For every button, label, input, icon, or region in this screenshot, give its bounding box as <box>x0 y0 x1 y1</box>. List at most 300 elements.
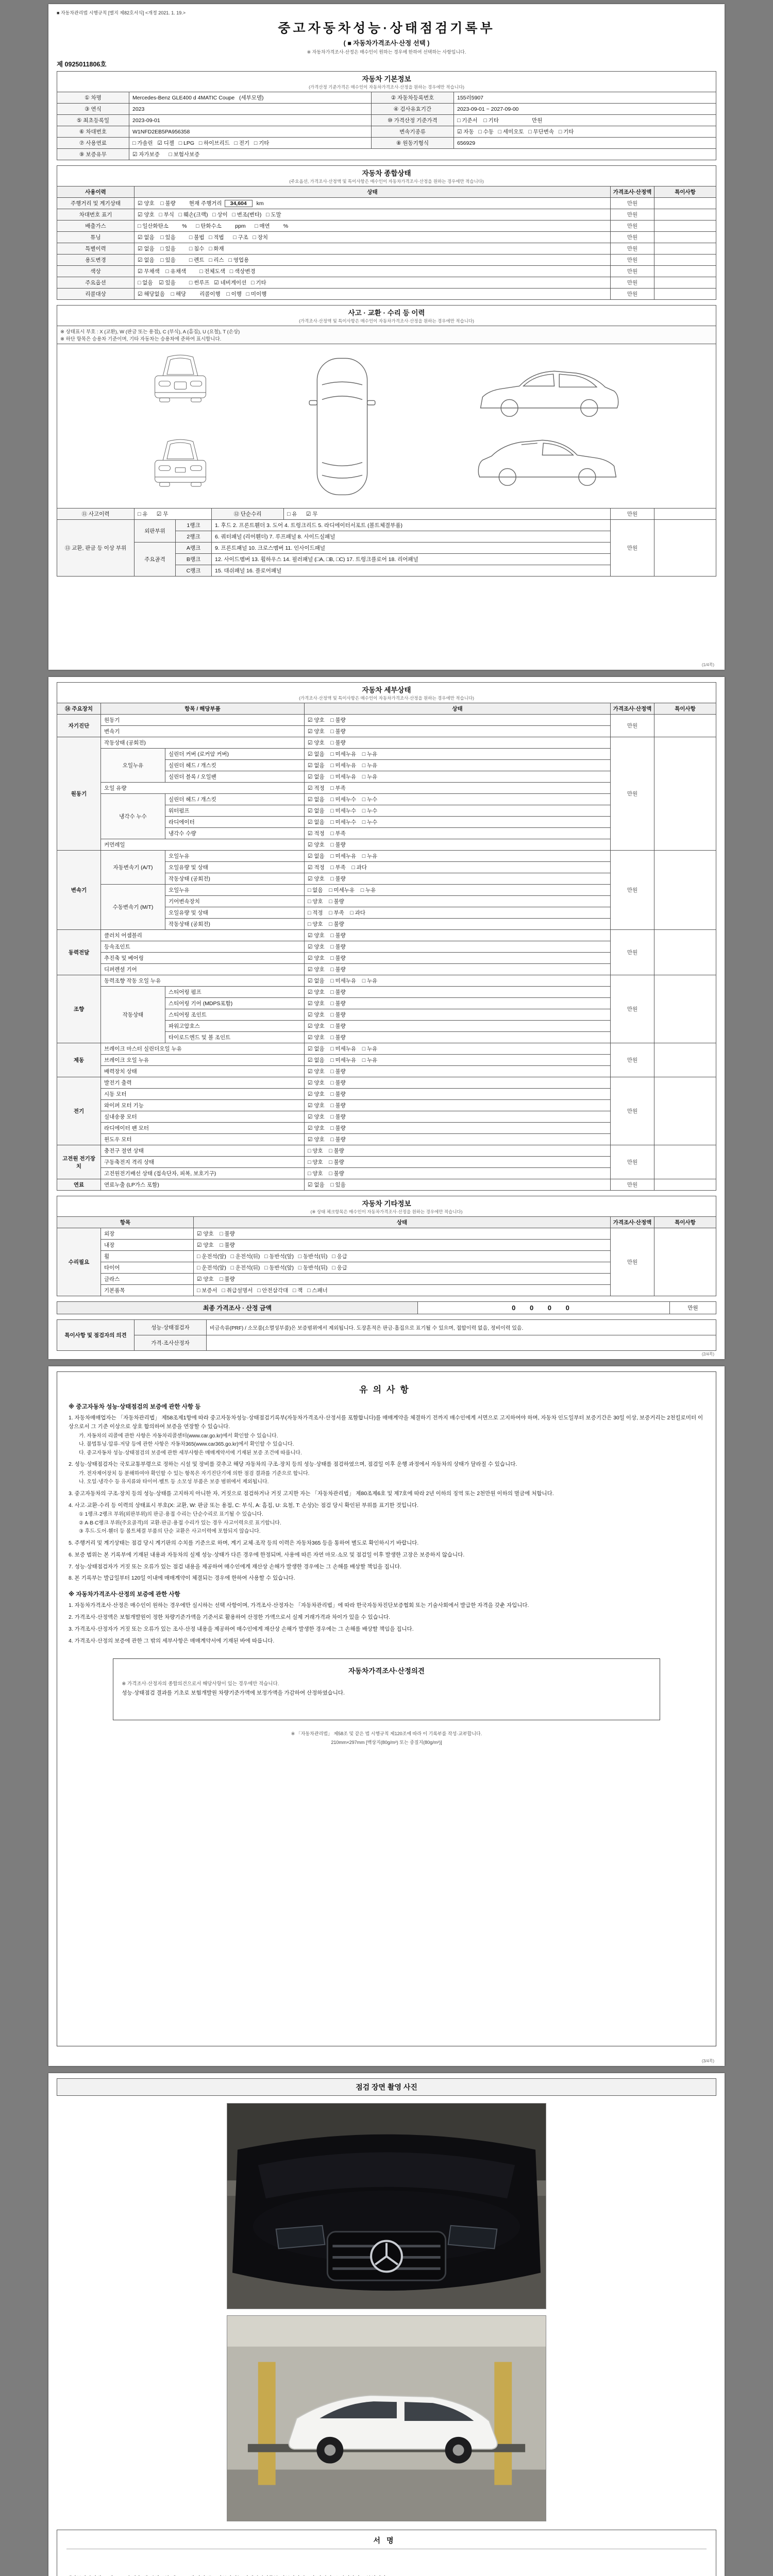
basic-field-value: 656929 <box>454 138 716 149</box>
overall-item-label: 리콜대상 <box>57 289 135 300</box>
final-amount-value: 0 0 0 0 <box>418 1302 670 1314</box>
accident-header <box>57 306 716 326</box>
legend-line-2: ※ 하단 항목은 승용차 기준이며, 기타 자동차는 승용차에 준하여 표시합니다. <box>60 336 222 342</box>
state-checkbox-group: □ 없음 □ 미세누유 □ 누유 <box>305 885 611 896</box>
overall-state-table <box>57 165 716 300</box>
device-group-label: 동력전달 <box>57 930 101 975</box>
final-amount-label: 최종 가격조사 · 산정 금액 <box>57 1302 418 1314</box>
note-cell <box>654 1145 716 1179</box>
overall-state-checkboxes <box>135 198 611 209</box>
item-label: 워터펌프 <box>165 805 305 817</box>
item-label: 파워고압호스 <box>165 1021 305 1032</box>
car-diagram-rear <box>150 428 211 509</box>
note-cell <box>654 1228 716 1296</box>
inspector-label: 성능·상태점검자 <box>135 1320 207 1335</box>
etc-header <box>57 1196 716 1217</box>
accident-history-label: ⑪ 사고이력 <box>57 509 135 520</box>
item-label: 작동상태 (공회전) <box>165 919 305 930</box>
item-label: 원동기 <box>101 715 305 726</box>
state-checkbox-group: ☑ 없음 □ 미세누수 □ 누수 <box>305 805 611 817</box>
col-major-device: ⑭ 주요장치 <box>57 703 101 715</box>
panel-photos-signature <box>48 2073 725 2576</box>
panel-detail-state <box>48 677 725 1359</box>
basic-field-label: ④ 검사유효기간 <box>372 104 454 115</box>
basic-field-label: ⑨ 보증유무 <box>57 149 129 160</box>
overall-state-checkboxes <box>135 243 611 255</box>
overall-item-label: 특별이력 <box>57 243 135 255</box>
price-unit: 만원 <box>611 1077 654 1145</box>
inspection-photo-lift <box>227 2315 546 2521</box>
note-cell <box>654 266 716 277</box>
state-checkbox-group: ☑ 양호 □ 불량 <box>305 987 611 998</box>
item-label: 오일누유 <box>165 851 305 862</box>
overall-item-label: 배출가스 <box>57 221 135 232</box>
item-label: 실내송풍 모터 <box>101 1111 305 1123</box>
item-label: 시동 모터 <box>101 1089 305 1100</box>
item-label: 브레이크 오일 누유 <box>101 1055 305 1066</box>
inspection-photo-front <box>227 2103 546 2309</box>
diagram-column-front-rear <box>150 344 211 509</box>
note-cell <box>654 1077 716 1145</box>
state-checkbox-extra: 리콜이행 □ 이행 □ 미이행 <box>199 291 267 297</box>
item-label: 윈도우 모터 <box>101 1134 305 1145</box>
photo-front-graphic <box>227 2104 546 2309</box>
notices-box <box>57 1371 716 2046</box>
basic-field-value: ☑ 자가보증 □ 보험사보증 <box>129 149 716 160</box>
basic-field-label: ① 차명 <box>57 92 129 104</box>
notice-item: 6. 보증 범위는 본 기록부에 기재된 내용과 자동차의 실제 성능·상태가 다른 경우에 한정되며, 사용에 따른 자연 마모·소모 및 점검일 이후 발생한 고장은 보증하지 않습니다. <box>69 1551 465 1558</box>
state-checkbox-group: ☑ 양호 □ 불량 <box>194 1240 611 1251</box>
item-label: 오일 유량 <box>101 783 305 794</box>
exchange-panel-label: ⑬ 교환, 판금 등 이상 부위 <box>57 520 135 577</box>
item-label: 작동상태 (공회전) <box>165 873 305 885</box>
item-label: 라디에이터 <box>165 817 305 828</box>
state-checkbox-group: ☑ 양호 □ 불량 <box>305 1100 611 1111</box>
legend-line-1: ※ 상태표시 부호 : X (교환), W (판금 또는 용접), C (부식), A (흠집), U (요철), T (손상) <box>60 329 240 335</box>
price-unit: 만원 <box>610 289 654 300</box>
item-label: 변속기 <box>101 726 305 737</box>
device-group-label: 연료 <box>57 1179 101 1191</box>
price-unit: 만원 <box>610 266 654 277</box>
state-checkbox-group: □ 양호 □ 불량 <box>305 896 611 907</box>
overall-item-label: 주행거리 및 계기상태 <box>57 198 135 209</box>
state-checkbox-group: □ 적정 □ 부족 □ 과다 <box>305 907 611 919</box>
notices-footer <box>69 1730 704 1746</box>
price-unit: 만원 <box>611 930 654 975</box>
notice-subitem: 가. 전자제어장치 등 분해하여야 확인할 수 있는 항목은 자기진단기에 의한 점검 결과를 기준으로 합니다. <box>79 1470 310 1477</box>
basic-field-label: ⑤ 최초등록일 <box>57 115 129 126</box>
item-label: 충전구 절연 상태 <box>101 1145 305 1157</box>
state-checkbox-group: □ 없음 ☑ 있음 <box>138 280 176 286</box>
panel-basic-info <box>48 4 725 670</box>
part-label: 작동상태 <box>101 987 165 1043</box>
item-label: 발전기 출력 <box>101 1077 305 1089</box>
note-cell <box>654 255 716 266</box>
etc-item-label: 휠 <box>101 1251 194 1262</box>
col-remarks: 특이사항 <box>654 187 716 198</box>
simple-repair-state: □ 유 ☑ 무 <box>284 509 611 520</box>
page-marker: (1/4쪽) <box>701 663 714 667</box>
price-unit: 만원 <box>610 232 654 243</box>
item-label: 배력장치 상태 <box>101 1066 305 1077</box>
frame-panel-label: 주요골격 <box>135 543 176 577</box>
basic-field-label: ⑧ 원동기형식 <box>372 138 454 149</box>
state-checkbox-group: ☑ 없음 □ 미세누유 □ 누유 <box>305 975 611 987</box>
panel-notices <box>48 1366 725 2066</box>
notice-subitem: 가. 자동차의 리콜에 관한 사항은 자동차리콜센터(www.car.go.kr)에서 확인할 수 있습니다. <box>79 1433 278 1439</box>
device-group-label: 고전원 전기장치 <box>57 1145 101 1179</box>
part-label: 오일누유 <box>101 749 165 783</box>
etc-item-label: 내장 <box>101 1240 194 1251</box>
price-unit: 만원 <box>611 851 654 930</box>
notices-title: 유의사항 <box>359 1385 414 1395</box>
notices-footer-line-1: ※ 「자동차관리법」 제58조 및 같은 법 시행규칙 제120조에 따라 이 기록부를 작성·교부합니다. <box>291 1731 482 1737</box>
item-label: 오일누유 <box>165 885 305 896</box>
rank-items: 6. 쿼터패널 (리어휀더) 7. 루프패널 8. 사이드실패널 <box>212 531 611 543</box>
accident-history-table <box>57 305 716 577</box>
state-checkbox-group: ☑ 없음 □ 있음 <box>305 1179 611 1191</box>
state-checkbox-group: ☑ 없음 □ 있음 <box>138 246 176 252</box>
state-checkbox-group: ☑ 없음 □ 미세누수 □ 누수 <box>305 817 611 828</box>
document-subnote: ※ 자동차가격조사·산정은 매수인이 원하는 경우에 한하여 선택하는 사항입니다. <box>307 49 466 55</box>
state-checkbox-group: ☑ 무채색 □ 유채색 <box>138 268 187 275</box>
price-unit: 만원 <box>610 509 654 520</box>
document-title: 중고자동차성능·상태점검기록부 <box>278 21 495 36</box>
item-label: 라디에이터 팬 모터 <box>101 1123 305 1134</box>
state-checkbox-group: ☑ 양호 □ 불량 <box>305 1123 611 1134</box>
basic-info-title: 자동차 기본정보 <box>362 75 411 83</box>
item-label: 와이퍼 모터 기능 <box>101 1100 305 1111</box>
rank-items: 1. 후드 2. 프론트휀더 3. 도어 4. 트렁크리드 5. 라디에이터서포트 (볼트체결부품) <box>212 520 611 531</box>
opinion-row-label: 특이사항 및 점검자의 의견 <box>57 1320 135 1351</box>
col-price: 가격조사·산정액 <box>610 187 654 198</box>
notice-subitem: ③ 후드·도어·휀더 등 볼트체결 부품의 단순 교환은 사고이력에 포함되지 않습니다. <box>79 1529 261 1535</box>
rank-label: 2랭크 <box>176 531 212 543</box>
notice-subitem: ② A·B·C랭크 부위(주요골격)의 교환·판금·용접 수리가 있는 경우 사고이력으로 표기합니다. <box>79 1520 281 1526</box>
overall-state-checkboxes <box>135 266 611 277</box>
device-group-label: 원동기 <box>57 737 101 851</box>
overall-state-checkboxes <box>135 289 611 300</box>
price-appraisal-opinion-box <box>113 1658 660 1720</box>
item-label: 클러치 어셈블리 <box>101 930 305 941</box>
etc-item-label: 외장 <box>101 1228 194 1240</box>
state-checkbox-group: ☑ 양호 □ 불량 <box>305 1021 611 1032</box>
state-checkbox-group: □ 양호 □ 불량 <box>305 1168 611 1179</box>
notice-subitem: 다. 중고자동차 성능·상태점검의 보증에 관한 세부사항은 매매계약서에 기재된 보증 조건에 따릅니다. <box>79 1450 302 1456</box>
state-checkbox-group: □ 보증서 □ 취급설명서 □ 안전삼각대 □ 잭 □ 스패너 <box>194 1285 611 1296</box>
part-label: 수동변속기 (M/T) <box>101 885 165 930</box>
item-label: 등속조인트 <box>101 941 305 953</box>
signature-section <box>57 2530 716 2576</box>
overall-header <box>57 166 716 187</box>
item-label: 실린더 헤드 / 개스킷 <box>165 794 305 805</box>
state-checkbox-group: ☑ 양호 □ 불량 <box>305 839 611 851</box>
accident-note: (가격조사·산정액 및 특이사항은 매수인이 자동차가격조사·산정을 원하는 경우에만 적습니다) <box>299 318 474 324</box>
rank-label: B랭크 <box>176 554 212 565</box>
state-checkbox-group: ☑ 없음 □ 미세누유 □ 누유 <box>305 771 611 783</box>
device-group-label: 변속기 <box>57 851 101 930</box>
state-checkbox-group: ☑ 양호 □ 불량 <box>305 715 611 726</box>
etc-item-label: 글라스 <box>101 1274 194 1285</box>
state-checkbox-extra: □ 썬루프 ☑ 네비게이션 □ 기타 <box>189 280 266 286</box>
note-cell <box>654 209 716 221</box>
basic-field-label: ⑥ 차대번호 <box>57 126 129 138</box>
note-cell <box>654 975 716 1043</box>
basic-info-note: (가격산정 기준가격은 매수인이 자동차가격조사·산정을 원하는 경우에만 적습니다) <box>309 84 464 90</box>
price-unit: 만원 <box>611 1145 654 1179</box>
price-unit: 만원 <box>610 277 654 289</box>
note-cell <box>654 1043 716 1077</box>
state-checkbox-group: ☑ 해당없음 □ 해당 <box>138 291 187 297</box>
detail-header <box>57 683 716 703</box>
appraisal-opinion-body: 성능·상태점검 결과를 기초로 보험개발원 차량기준가액에 보정가액을 가감하여 산정하였습니다. <box>122 1690 345 1697</box>
item-label: 냉각수 수량 <box>165 828 305 839</box>
overall-note: (주요옵션, 가격조사·산정액 및 특이사항은 매수인이 자동차가격조사·산정을 원하는 경우에만 적습니다) <box>289 179 484 184</box>
notice-item: 8. 본 기록부는 발급일부터 120일 이내에 매매계약이 체결되는 경우에 한하여 사용할 수 있습니다. <box>69 1575 295 1582</box>
state-checkbox-group: ☑ 없음 □ 미세누유 □ 누유 <box>305 851 611 862</box>
regulation-line: ■ 자동차관리법 시행규칙 [별지 제82호서식] <개정 2021. 1. 19.> <box>57 10 186 15</box>
state-checkbox-group: ☑ 없음 □ 미세누유 □ 누유 <box>305 760 611 771</box>
state-checkbox-group: ☑ 적정 □ 부족 <box>305 828 611 839</box>
state-code-legend <box>57 326 716 344</box>
etc-item-label: 타이어 <box>101 1262 194 1274</box>
note-cell <box>654 851 716 930</box>
note-cell <box>654 289 716 300</box>
basic-field-value: □ 가솔린 ☑ 디젤 □ LPG □ 하이브리드 □ 전기 □ 기타 <box>129 138 372 149</box>
state-checkbox-group: □ 일산화탄소 % □ 탄화수소 ppm □ 매연 % <box>138 223 289 229</box>
rank-items: 9. 프론트패널 10. 크로스멤버 11. 인사이드패널 <box>212 543 611 554</box>
final-amount-table <box>57 1301 716 1314</box>
basic-field-label: 변속기종류 <box>372 126 454 138</box>
price-unit: 만원 <box>611 975 654 1043</box>
rank-items: 12. 사이드멤버 13. 휠하우스 14. 필러패널 (□A, □B, □C) 17. 트렁크플로어 18. 리어패널 <box>212 554 611 565</box>
notice-item: 5. 주행거리 및 계기상태는 점검 당시 계기판의 수치를 기준으로 하며, 계기 교체·조작 등의 이력은 자동차365 등을 통하여 별도로 확인하시기 바랍니다. <box>69 1539 419 1546</box>
basic-field-label: ⑦ 사용연료 <box>57 138 129 149</box>
item-label: 동력조향 작동 오일 누유 <box>101 975 305 987</box>
device-group-label: 조향 <box>57 975 101 1043</box>
state-checkbox-group: ☑ 양호 □ 불량 <box>305 726 611 737</box>
basic-field-label: ② 자동차등록번호 <box>372 92 454 104</box>
appraisal-opinion-pre: ※ 가격조사·산정자의 종합의견으로서 해당사항이 있는 경우에만 적습니다. <box>122 1681 279 1687</box>
final-amount-unit: 만원 <box>670 1302 716 1314</box>
item-label: 구동축전지 격리 상태 <box>101 1157 305 1168</box>
rank-label: A랭크 <box>176 543 212 554</box>
price-unit: 만원 <box>611 737 654 851</box>
notice-subitem: 나. 오일·냉각수 등 유지류와 타이어·벨트 등 소모성 부품은 보증 범위에서 제외됩니다. <box>79 1479 269 1485</box>
item-label: 브레이크 마스터 실린더오일 누유 <box>101 1043 305 1055</box>
rank-label: C랭크 <box>176 565 212 577</box>
inspector-opinion-text: 비금속류(PRF) / 소모품(소멸성부품)은 보증범위에서 제외됩니다. 도장흔적은 판금·흠집으로 표기될 수 있으며, 접합이력 없음, 정비이력 있음. <box>207 1320 716 1335</box>
etc-group-label: 수리필요 <box>57 1228 101 1296</box>
basic-info-header <box>57 72 716 92</box>
price-unit: 만원 <box>610 198 654 209</box>
overall-item-label: 튜닝 <box>57 232 135 243</box>
col-state: 상태 <box>305 703 611 715</box>
device-group-label: 자기진단 <box>57 715 101 737</box>
col-item: 항목 <box>57 1217 194 1228</box>
item-label: 스티어링 조인트 <box>165 1009 305 1021</box>
price-unit: 만원 <box>610 221 654 232</box>
basic-info-table <box>57 71 716 160</box>
state-checkbox-group: □ 양호 □ 불량 <box>305 1145 611 1157</box>
state-checkbox-group: ☑ 양호 □ 불량 <box>305 998 611 1009</box>
detail-state-table <box>57 682 716 1191</box>
state-checkbox-group: ☑ 양호 □ 부식 □ 훼손(크랙) □ 상이 □ 변조(변타) □ 도말 <box>138 212 281 218</box>
etc-note: (※ 상태 체크항목은 매수인이 자동차가격조사·산정을 원하는 경우에만 적습니다) <box>310 1209 463 1214</box>
mileage-label: 현재 주행거리 <box>189 200 222 207</box>
item-label: 작동상태 (공회전) <box>101 737 305 749</box>
state-checkbox-group: ☑ 없음 □ 있음 <box>138 234 176 241</box>
etc-info-table <box>57 1196 716 1296</box>
accident-title: 사고 · 교환 · 수리 등 이력 <box>348 309 425 317</box>
car-diagram-side-right <box>474 428 623 493</box>
price-unit: 만원 <box>610 243 654 255</box>
signature-lines <box>66 2554 388 2576</box>
state-checkbox-extra: □ 렌트 □ 리스 □ 영업용 <box>189 257 249 263</box>
basic-field-label: ③ 연식 <box>57 104 129 115</box>
note-cell <box>654 930 716 975</box>
state-checkbox-group: ☑ 적정 □ 부족 □ 과다 <box>305 862 611 873</box>
state-checkbox-group: ☑ 적정 □ 부족 <box>305 783 611 794</box>
issue-statement <box>66 2574 388 2576</box>
col-state: 상태 <box>135 187 611 198</box>
state-checkbox-extra: □ 침수 □ 화재 <box>189 246 224 252</box>
col-price: 가격조사·산정액 <box>610 1217 654 1228</box>
basic-field-value: Mercedes-Benz GLE400 d 4MATIC Coupe (세부모델) <box>129 92 372 104</box>
inspector-opinion-table <box>57 1319 716 1351</box>
item-label: 오일유량 및 상태 <box>165 907 305 919</box>
item-label: 실린더 블록 / 오일팬 <box>165 771 305 783</box>
overall-title: 자동차 종합상태 <box>362 170 411 177</box>
car-diagram-top <box>300 352 384 500</box>
document-subtitle: ( ■ 자동차가격조사·산정 선택 ) <box>343 40 430 47</box>
overall-state-checkboxes <box>135 232 611 243</box>
state-checkbox-group: □ 양호 □ 불량 <box>305 1157 611 1168</box>
state-checkbox-group: ☑ 양호 □ 불량 <box>305 964 611 975</box>
item-label: 실린더 커버 (로커암 커버) <box>165 749 305 760</box>
overall-state-checkboxes <box>135 209 611 221</box>
state-checkbox-group: ☑ 양호 □ 불량 <box>305 1089 611 1100</box>
detail-note: (가격조사·산정액 및 특이사항은 매수인이 자동차가격조사·산정을 원하는 경우에만 적습니다) <box>299 696 474 701</box>
detail-title: 자동차 세부상태 <box>362 686 411 694</box>
device-group-label: 전기 <box>57 1077 101 1145</box>
state-checkbox-group: ☑ 양호 □ 불량 <box>194 1228 611 1240</box>
notice-item: 4. 가격조사·산정의 보증에 관한 그 밖의 세부사항은 매매계약서에 기재된 바에 따릅니다. <box>69 1637 275 1644</box>
note-cell <box>654 198 716 209</box>
basic-field-value: □ 기준서 □ 기타 만원 <box>454 115 716 126</box>
item-label: 스티어링 기어 (MDPS포함) <box>165 998 305 1009</box>
price-unit: 만원 <box>611 715 654 737</box>
state-checkbox-group: ☑ 없음 □ 미세누유 □ 누유 <box>305 749 611 760</box>
state-checkbox-group: □ 운전석(앞) □ 운전석(뒤) □ 동반석(앞) □ 동반석(뒤) □ 응급 <box>194 1262 611 1274</box>
overall-item-label: 용도변경 <box>57 255 135 266</box>
notices-content <box>69 1402 704 1645</box>
notice-item: 4. 사고·교환·수리 등 이력의 상태표시 부호(X: 교환, W: 판금 또는 용접, C: 부식, A: 흠집, U: 요철, T: 손상)는 점검 당시 확인된 부위를 표기한 것입니다. <box>69 1502 419 1509</box>
state-checkbox-group: ☑ 양호 □ 불량 <box>305 953 611 964</box>
price-unit: 만원 <box>610 255 654 266</box>
item-label: 연료누출 (LP가스 포함) <box>101 1179 305 1191</box>
notice-item: 2. 성능·상태점검자는 국토교통부령으로 정하는 시설 및 장비를 갖추고 해당 자동차의 구조·장치 등의 성능·상태를 점검하였으며, 점검일 이후 운행 과정에서 자동차의 상태가 달라질 수 있습니다. <box>69 1461 517 1468</box>
car-diagrams <box>60 346 713 506</box>
item-label: 디퍼렌셜 기어 <box>101 964 305 975</box>
basic-field-value: 2023-09-01 <box>129 115 372 126</box>
overall-item-label: 차대번호 표기 <box>57 209 135 221</box>
item-label: 스티어링 펌프 <box>165 987 305 998</box>
state-checkbox-group: ☑ 양호 □ 불량 <box>305 1111 611 1123</box>
item-label: 고전원전기배선 상태 (접속단자, 피복, 보호기구) <box>101 1168 305 1179</box>
overall-state-checkboxes <box>135 277 611 289</box>
state-checkbox-group: ☑ 양호 □ 불량 <box>305 1077 611 1089</box>
state-checkbox-group: ☑ 양호 □ 불량 <box>194 1274 611 1285</box>
item-label: 추진축 및 베어링 <box>101 953 305 964</box>
state-checkbox-group: ☑ 양호 □ 불량 <box>305 737 611 749</box>
overall-item-label: 색상 <box>57 266 135 277</box>
col-remarks: 특이사항 <box>654 703 716 715</box>
state-checkbox-group: ☑ 양호 □ 불량 <box>305 941 611 953</box>
notices-footer-line-2: 210mm×297mm [백상지(80g/m²) 또는 중질지(80g/m²)] <box>331 1739 442 1745</box>
basic-field-value: 2023 <box>129 104 372 115</box>
notice-subitem: ① 1랭크·2랭크 부위(외판부위)의 판금·용접 수리는 단순수리로 표기될 수 있습니다. <box>79 1512 263 1518</box>
note-cell <box>654 1179 716 1191</box>
notice-item: 3. 가격조사·산정자가 거짓 또는 오류가 있는 조사·산정 내용을 제공하여 매수인에게 재산상 손해가 발생한 경우에는 그 손해를 배상할 책임을 집니다. <box>69 1625 414 1632</box>
state-checkbox-group: ☑ 없음 □ 미세누유 □ 누유 <box>305 1043 611 1055</box>
item-label: 오일유량 및 상태 <box>165 862 305 873</box>
price-unit: 만원 <box>610 1228 654 1296</box>
car-diagram-front <box>150 344 211 425</box>
diagram-column-sides <box>474 359 623 493</box>
note-cell <box>654 509 716 520</box>
overall-item-label: 주요옵션 <box>57 277 135 289</box>
basic-field-value: 155러5907 <box>454 92 716 104</box>
appraisal-opinion-title: 자동차가격조사·산정의견 <box>348 1667 425 1675</box>
basic-field-value: ☑ 자동 □ 수동 □ 세미오토 □ 무단변속 □ 기타 <box>454 126 716 138</box>
price-unit: 만원 <box>610 209 654 221</box>
page-marker: (2/4쪽) <box>701 1352 714 1357</box>
item-label: 기어변속장치 <box>165 896 305 907</box>
signature-title: 서명 <box>66 2535 707 2549</box>
state-checkbox-group: ☑ 양호 □ 불량 <box>305 1066 611 1077</box>
notice-item: 2. 가격조사·산정액은 보험개발원이 정한 차량기준가액을 기준서로 활용하여 산정한 가액으로서 실제 거래가격과 차이가 있을 수 있습니다. <box>69 1614 391 1620</box>
state-checkbox-group: ☑ 없음 □ 미세누수 □ 누수 <box>305 794 611 805</box>
state-checkbox-group: ☑ 양호 □ 불량 <box>305 1134 611 1145</box>
outer-panel-label: 외판부위 <box>135 520 176 543</box>
etc-item-label: 기본품목 <box>101 1285 194 1296</box>
etc-title: 자동차 기타정보 <box>362 1200 411 1208</box>
note-cell <box>654 715 716 737</box>
notice-subitem: 나. 불법튜닝·압류·저당 등에 관한 사항은 자동차365(www.car365.go.kr)에서 확인할 수 있습니다. <box>79 1442 294 1448</box>
basic-field-value: W1NFD2EB5PA956358 <box>129 126 372 138</box>
price-unit: 만원 <box>610 520 654 577</box>
mileage-unit: km <box>255 200 264 207</box>
note-cell <box>654 243 716 255</box>
signature-row <box>66 2554 707 2576</box>
overall-state-checkboxes <box>135 255 611 266</box>
col-item-part: 항목 / 해당부품 <box>101 703 305 715</box>
car-diagram-cell <box>57 344 716 509</box>
photo-lift-graphic <box>227 2316 546 2521</box>
note-cell <box>654 232 716 243</box>
overall-state-checkboxes <box>135 221 611 232</box>
state-checkbox-group: ☑ 없음 □ 있음 <box>138 257 176 263</box>
part-label: 냉각수 누수 <box>101 794 165 839</box>
simple-repair-label: ⑫ 단순수리 <box>212 509 284 520</box>
state-checkbox-group: ☑ 양호 □ 불량 <box>138 200 176 207</box>
notice-section-heading: ※ 자동차가격조사·산정의 보증에 관한 사항 <box>69 1591 180 1598</box>
price-unit: 만원 <box>611 1179 654 1191</box>
appraiser-opinion-text <box>207 1335 716 1351</box>
state-checkbox-group: ☑ 양호 □ 불량 <box>305 930 611 941</box>
note-cell <box>654 221 716 232</box>
